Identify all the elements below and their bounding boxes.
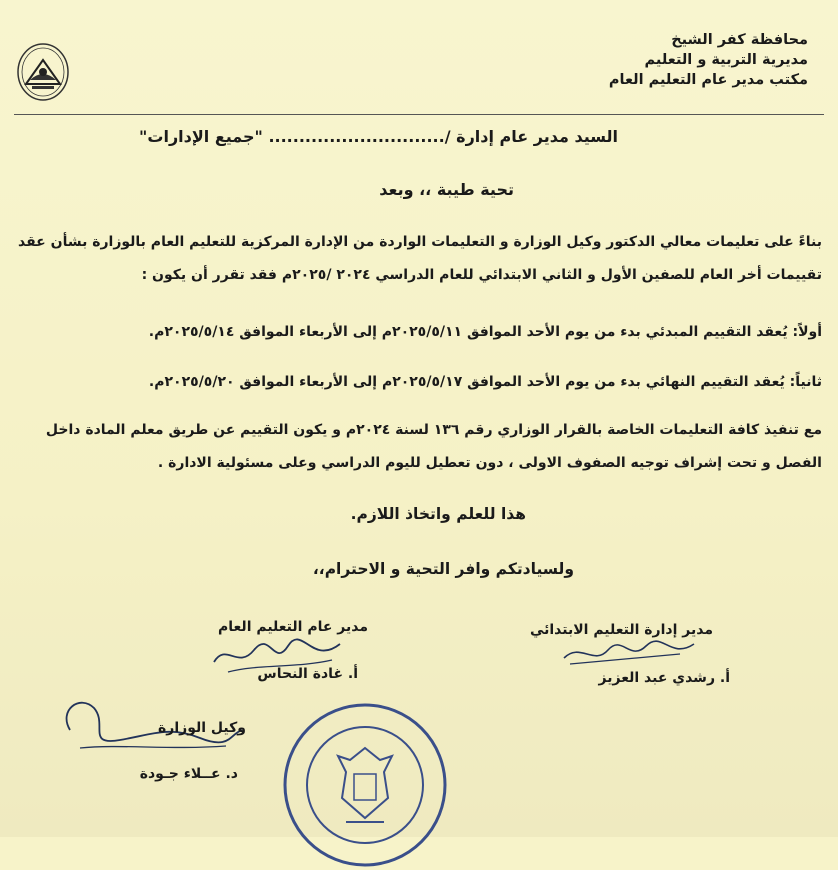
closing-line: ولسيادتكم وافر التحية و الاحترام،، <box>312 560 574 578</box>
governorate-line: محافظة كفر الشيخ <box>671 32 808 48</box>
letterhead <box>609 30 808 90</box>
primary-director-name: أ. رشدي عبد العزيز <box>598 670 730 686</box>
deputy-title: وكيل الوزارة <box>158 720 246 736</box>
greeting: تحية طيبة ،، وبعد <box>379 180 514 199</box>
general-director-name: أ. غادة النحاس <box>257 666 358 682</box>
header-divider <box>14 114 824 115</box>
instructions-paragraph: مع تنفيذ كافة التعليمات الخاصة بالقرار الوزاري رقم ١٣٦ لسنة ٢٠٢٤م و يكون التقييم عن طريق معلم المادة داخل الفصل و تحت إشراف توجيه الصفوف الاولى ، دون تعطيل لليوم الدراسي وعلى مسئولية الادارة . <box>45 422 822 471</box>
first-clause: أولاً: يُعقد التقييم المبدئي بدء من يوم الأحد الموافق ٢٠٢٥/٥/١١م إلى الأربعاء الموافق ٢٠٢٥/٥/١٤م. <box>148 324 822 340</box>
addressee-line: السيد مدير عام إدارة /............................. "جميع الإدارات" <box>139 127 618 146</box>
official-seal-icon <box>280 700 450 870</box>
notice-line: هذا للعلم واتخاذ اللازم. <box>350 505 526 523</box>
second-clause: ثانياً: يُعقد التقييم النهائي بدء من يوم الأحد الموافق ٢٠٢٥/٥/١٧م إلى الأربعاء الموافق ٢٠٢٥/٥/٢٠م. <box>148 374 822 390</box>
deputy-name: د. عــلاء جـودة <box>139 766 238 782</box>
general-director-title: مدير عام التعليم العام <box>218 619 368 635</box>
primary-director-signature-icon <box>560 636 700 670</box>
intro-paragraph: بناءً على تعليمات معالي الدكتور وكيل الوزارة و التعليمات الواردة من الإدارة المركزية للتعليم العام بالوزارة بشأن عقد تقييمات أخر العام للصفين الأول و الثاني الابتدائي للعام الدراسي ٢٠٢٤ /٢٠٢٥م فقد تقرر أن يكون : <box>18 234 822 283</box>
office-line: مكتب مدير عام التعليم العام <box>608 72 808 88</box>
primary-director-title: مدير إدارة التعليم الابتدائي <box>529 622 713 638</box>
directorate-line: مديرية التربية و التعليم <box>644 52 808 68</box>
ministry-logo-icon <box>14 40 72 108</box>
